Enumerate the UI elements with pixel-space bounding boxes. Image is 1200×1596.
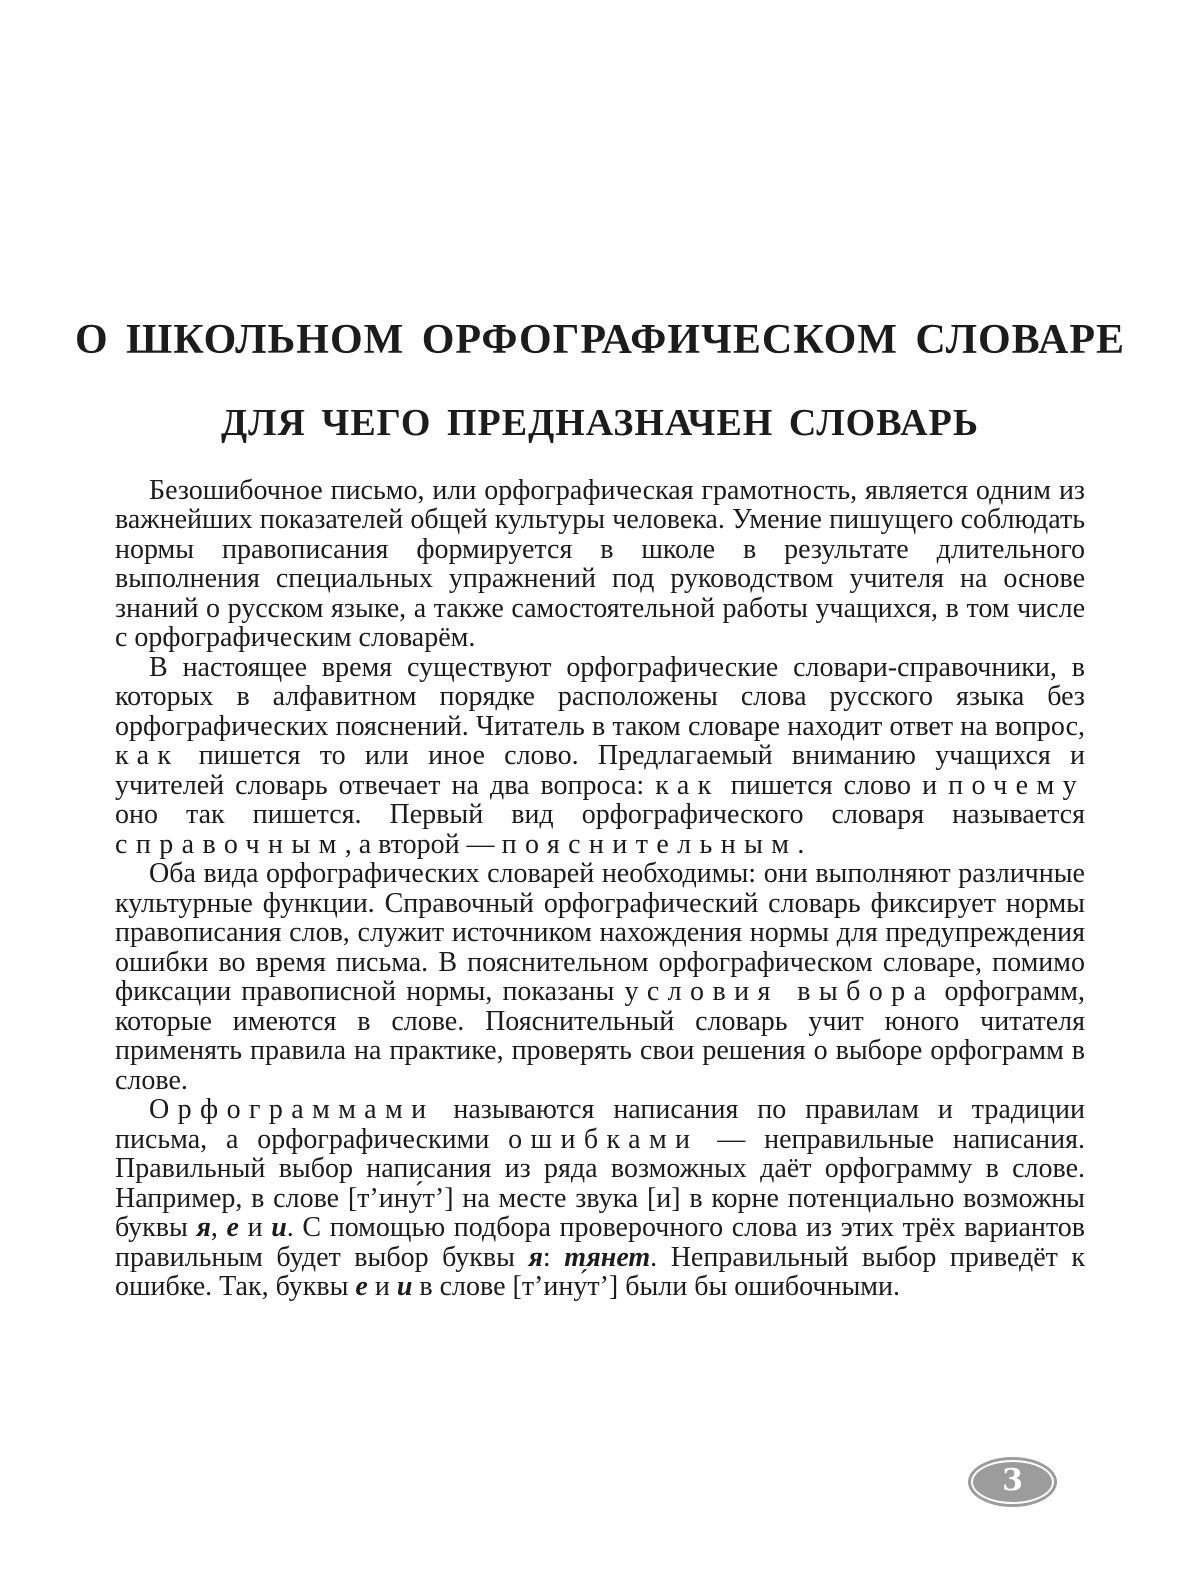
- text-segment: и: [238, 1212, 272, 1244]
- section-heading: ДЛЯ ЧЕГО ПРЕДНАЗНАЧЕН СЛОВАРЬ: [221, 402, 979, 445]
- body-paragraph: [115, 476, 1085, 653]
- emphasized-letter: тянет: [564, 1241, 651, 1273]
- text-segment: . Неправильный выбор приведёт к ошибке. Так, буквы: [115, 1241, 1086, 1303]
- text-segment: и: [367, 1271, 397, 1303]
- emphasized-letter: и: [271, 1212, 287, 1244]
- page-number: 3: [1002, 1463, 1023, 1498]
- text-segment: — неправильные написания. Правильный выбор написания из ряда возможных даёт орфограмму в слове. Например, в слове [т’ину́т’] на месте звука [и] в корне потенциально возможны буквы: [115, 1123, 1085, 1244]
- emphasized-letter: и: [396, 1271, 413, 1303]
- text-segment: пишется слово и: [719, 769, 949, 801]
- page-title: О ШКОЛЬНОМ ОРФОГРАФИЧЕСКОМ СЛОВАРЕ: [74, 317, 1126, 363]
- text-segment: орфограмм, которые имеются в слове. Пояснительный словарь учит юного читателя применять правила на практике, проверять свои решения о выборе орфограмм в слове.: [115, 976, 1085, 1096]
- page-number-oval: [973, 1462, 1052, 1502]
- emphasized-letter: е: [355, 1271, 368, 1303]
- spaced-term: условия выбора: [624, 976, 935, 1008]
- body-text: [115, 476, 1085, 1302]
- body-paragraph: [115, 653, 1085, 860]
- text-segment: Оба вида орфографических словарей необходимы: они выполняют различные культурные функции. Справочный орфографический словарь фиксирует нормы правописания слов, служит источником нахождения нормы для предупреждения ошибки во время письма. В пояснительном орфографическом словаре, помимо фиксации правописной нормы, показаны: [115, 858, 1085, 1008]
- spaced-term: как: [115, 740, 180, 772]
- spaced-term: ошибками: [508, 1123, 699, 1155]
- emphasized-letter: е: [226, 1212, 239, 1244]
- text-segment: . С помощью подбора проверочного слова из этих трёх вариантов правильным будет выбор буквы: [115, 1212, 1085, 1273]
- body-paragraph: [115, 859, 1085, 1095]
- spaced-term: пояснительным: [501, 828, 798, 860]
- text-segment: , а второй —: [344, 828, 502, 860]
- text-segment: .: [797, 828, 805, 860]
- text-segment: В настоящее время существуют орфографические словари-справочники, в которых в алфавитном порядке расположены слова русского языка без орфографических пояснений. Читатель в таком словаре находит ответ на вопрос,: [115, 651, 1085, 742]
- text-segment: :: [542, 1241, 565, 1273]
- text-segment: оно так пишется. Первый вид орфографического словаря называется: [115, 799, 1085, 831]
- text-segment: Безошибочное письмо, или орфографическая грамотность, является одним из важнейших показателей общей культуры человека. Умение пишущего соблюдать нормы правописания формируется в школе в результате длительного выполнения специальных упражнений под руководством учителя на основе знаний о русском языке, а также самостоятельной работы учащихся, в том числе с орфографическим словарём.: [115, 474, 1085, 654]
- page-number-badge: [968, 1457, 1057, 1507]
- spaced-term: почему: [948, 769, 1085, 801]
- body-paragraph: [115, 1095, 1085, 1302]
- text-segment: пишется то или иное слово. Предлагаемый вниманию учащихся и учителей словарь отвечает на два вопроса:: [115, 740, 1085, 801]
- spaced-term: справочным: [115, 828, 345, 860]
- emphasized-letter: я: [196, 1212, 211, 1244]
- spaced-term: как: [655, 769, 720, 801]
- text-segment: в слове [т’ину́т’] были бы ошибочными.: [412, 1271, 900, 1303]
- text-segment: называются написания по правилам и традиции письма, а орфографическими: [115, 1094, 1085, 1155]
- spaced-term: Орфограммами: [149, 1094, 435, 1126]
- text-segment: ,: [210, 1212, 227, 1244]
- emphasized-letter: я: [528, 1241, 543, 1273]
